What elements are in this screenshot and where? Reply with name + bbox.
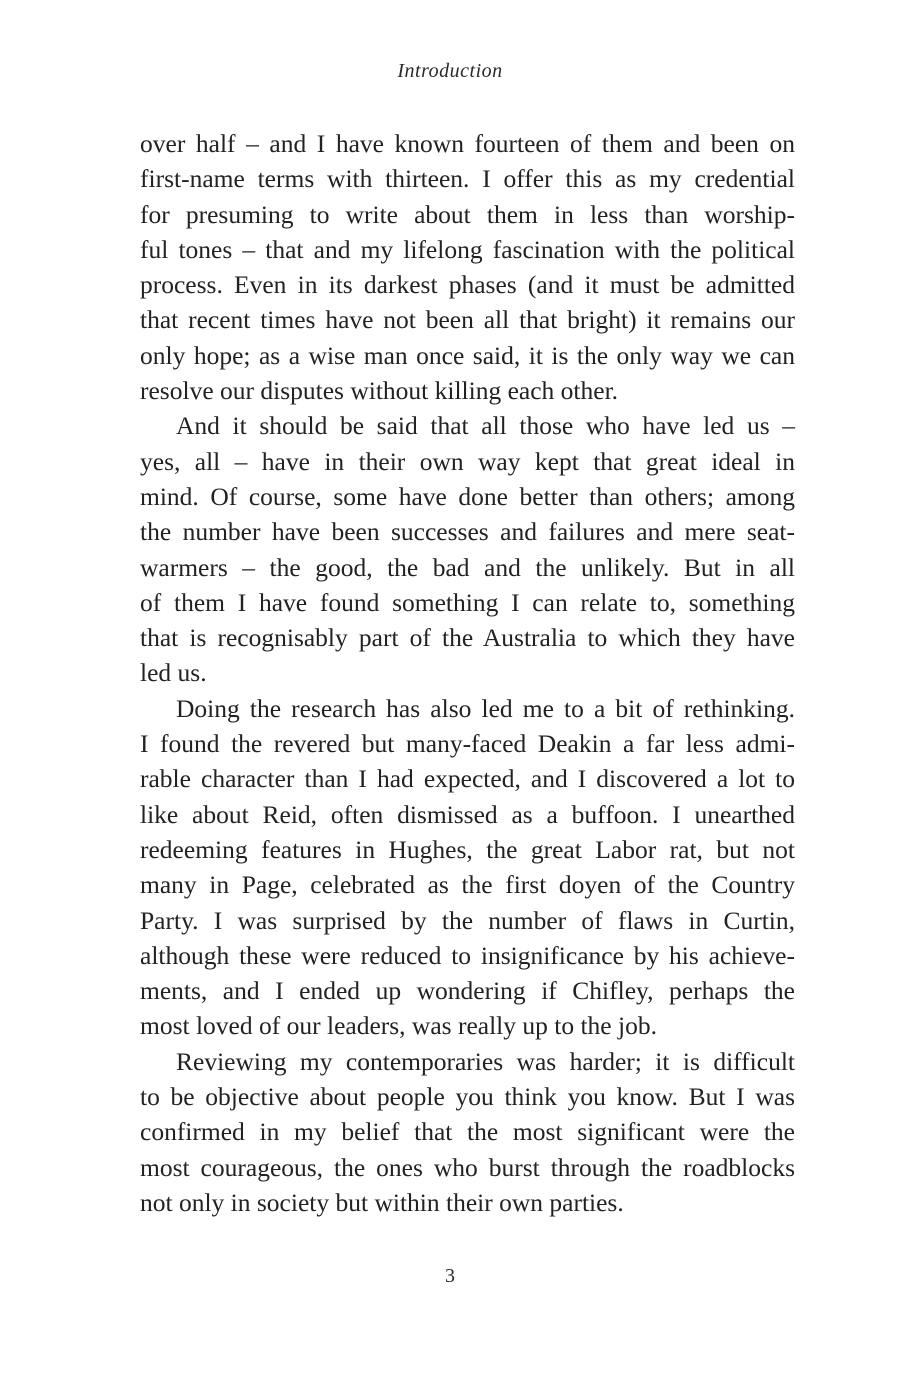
text-line: that recent times have not been all that bright) it remains our — [140, 305, 795, 335]
text-line: ful tones – that and my lifelong fascination with the political — [140, 234, 795, 264]
text-line: mind. Of course, some have done better than others; among — [140, 481, 795, 511]
text-line: over half – and I have known fourteen of them and been on — [140, 129, 795, 158]
text-line: the number have been successes and failures and mere seat- — [140, 517, 795, 547]
paragraph-3 — [140, 691, 795, 1044]
text-line: I found the revered but many-faced Deakin a far less admi- — [140, 729, 795, 759]
text-line: most courageous, the ones who burst through the roadblocks — [140, 1152, 795, 1182]
text-line: to be objective about people you think you know. But I was — [140, 1082, 795, 1112]
text-line: ments, and I ended up wondering if Chifley, perhaps the — [140, 976, 795, 1006]
paragraph-2 — [140, 408, 795, 690]
text-line: although these were reduced to insignificance by his achieve- — [140, 940, 795, 970]
text-line: like about Reid, often dismissed as a buffoon. I unearthed — [140, 799, 795, 829]
page-number: 3 — [445, 1265, 455, 1287]
text-line: resolve our disputes without killing each other. — [140, 376, 619, 406]
text-line: And it should be said that all those who have led us – — [176, 411, 795, 441]
text-line: yes, all – have in their own way kept that great ideal in — [140, 446, 795, 476]
text-line: of them I have found something I can relate to, something — [140, 587, 795, 617]
text-line: warmers – the good, the bad and the unlikely. But in all — [140, 552, 795, 582]
text-line: confirmed in my belief that the most significant were the — [140, 1117, 795, 1147]
text-line: led us. — [140, 658, 207, 688]
text-line: Party. I was surprised by the number of flaws in Curtin, — [140, 905, 795, 935]
body-text — [140, 126, 795, 1220]
paragraph-4 — [140, 1044, 795, 1220]
text-line: only hope; as a wise man once said, it is the only way we can — [140, 340, 795, 370]
text-line: Doing the research has also led me to a bit of rethinking. — [176, 693, 795, 723]
text-line: process. Even in its darkest phases (and it must be admitted — [140, 270, 795, 300]
paragraph-1 — [140, 126, 795, 408]
text-line: not only in society but within their own parties. — [140, 1187, 624, 1217]
text-line: most loved of our leaders, was really up to the job. — [140, 1011, 657, 1041]
text-line: that is recognisably part of the Australia to which they have — [140, 623, 795, 653]
text-line: for presuming to write about them in less than worship- — [140, 199, 795, 229]
text-line: first-name terms with thirteen. I offer this as my credential — [140, 164, 795, 194]
text-line: Reviewing my contemporaries was harder; it is difficult — [176, 1046, 795, 1076]
text-line: redeeming features in Hughes, the great Labor rat, but not — [140, 834, 795, 864]
text-line: many in Page, celebrated as the first doyen of the Country — [140, 870, 795, 900]
text-line: rable character than I had expected, and I discovered a lot to — [140, 764, 795, 794]
running-head: Introduction — [397, 60, 503, 82]
